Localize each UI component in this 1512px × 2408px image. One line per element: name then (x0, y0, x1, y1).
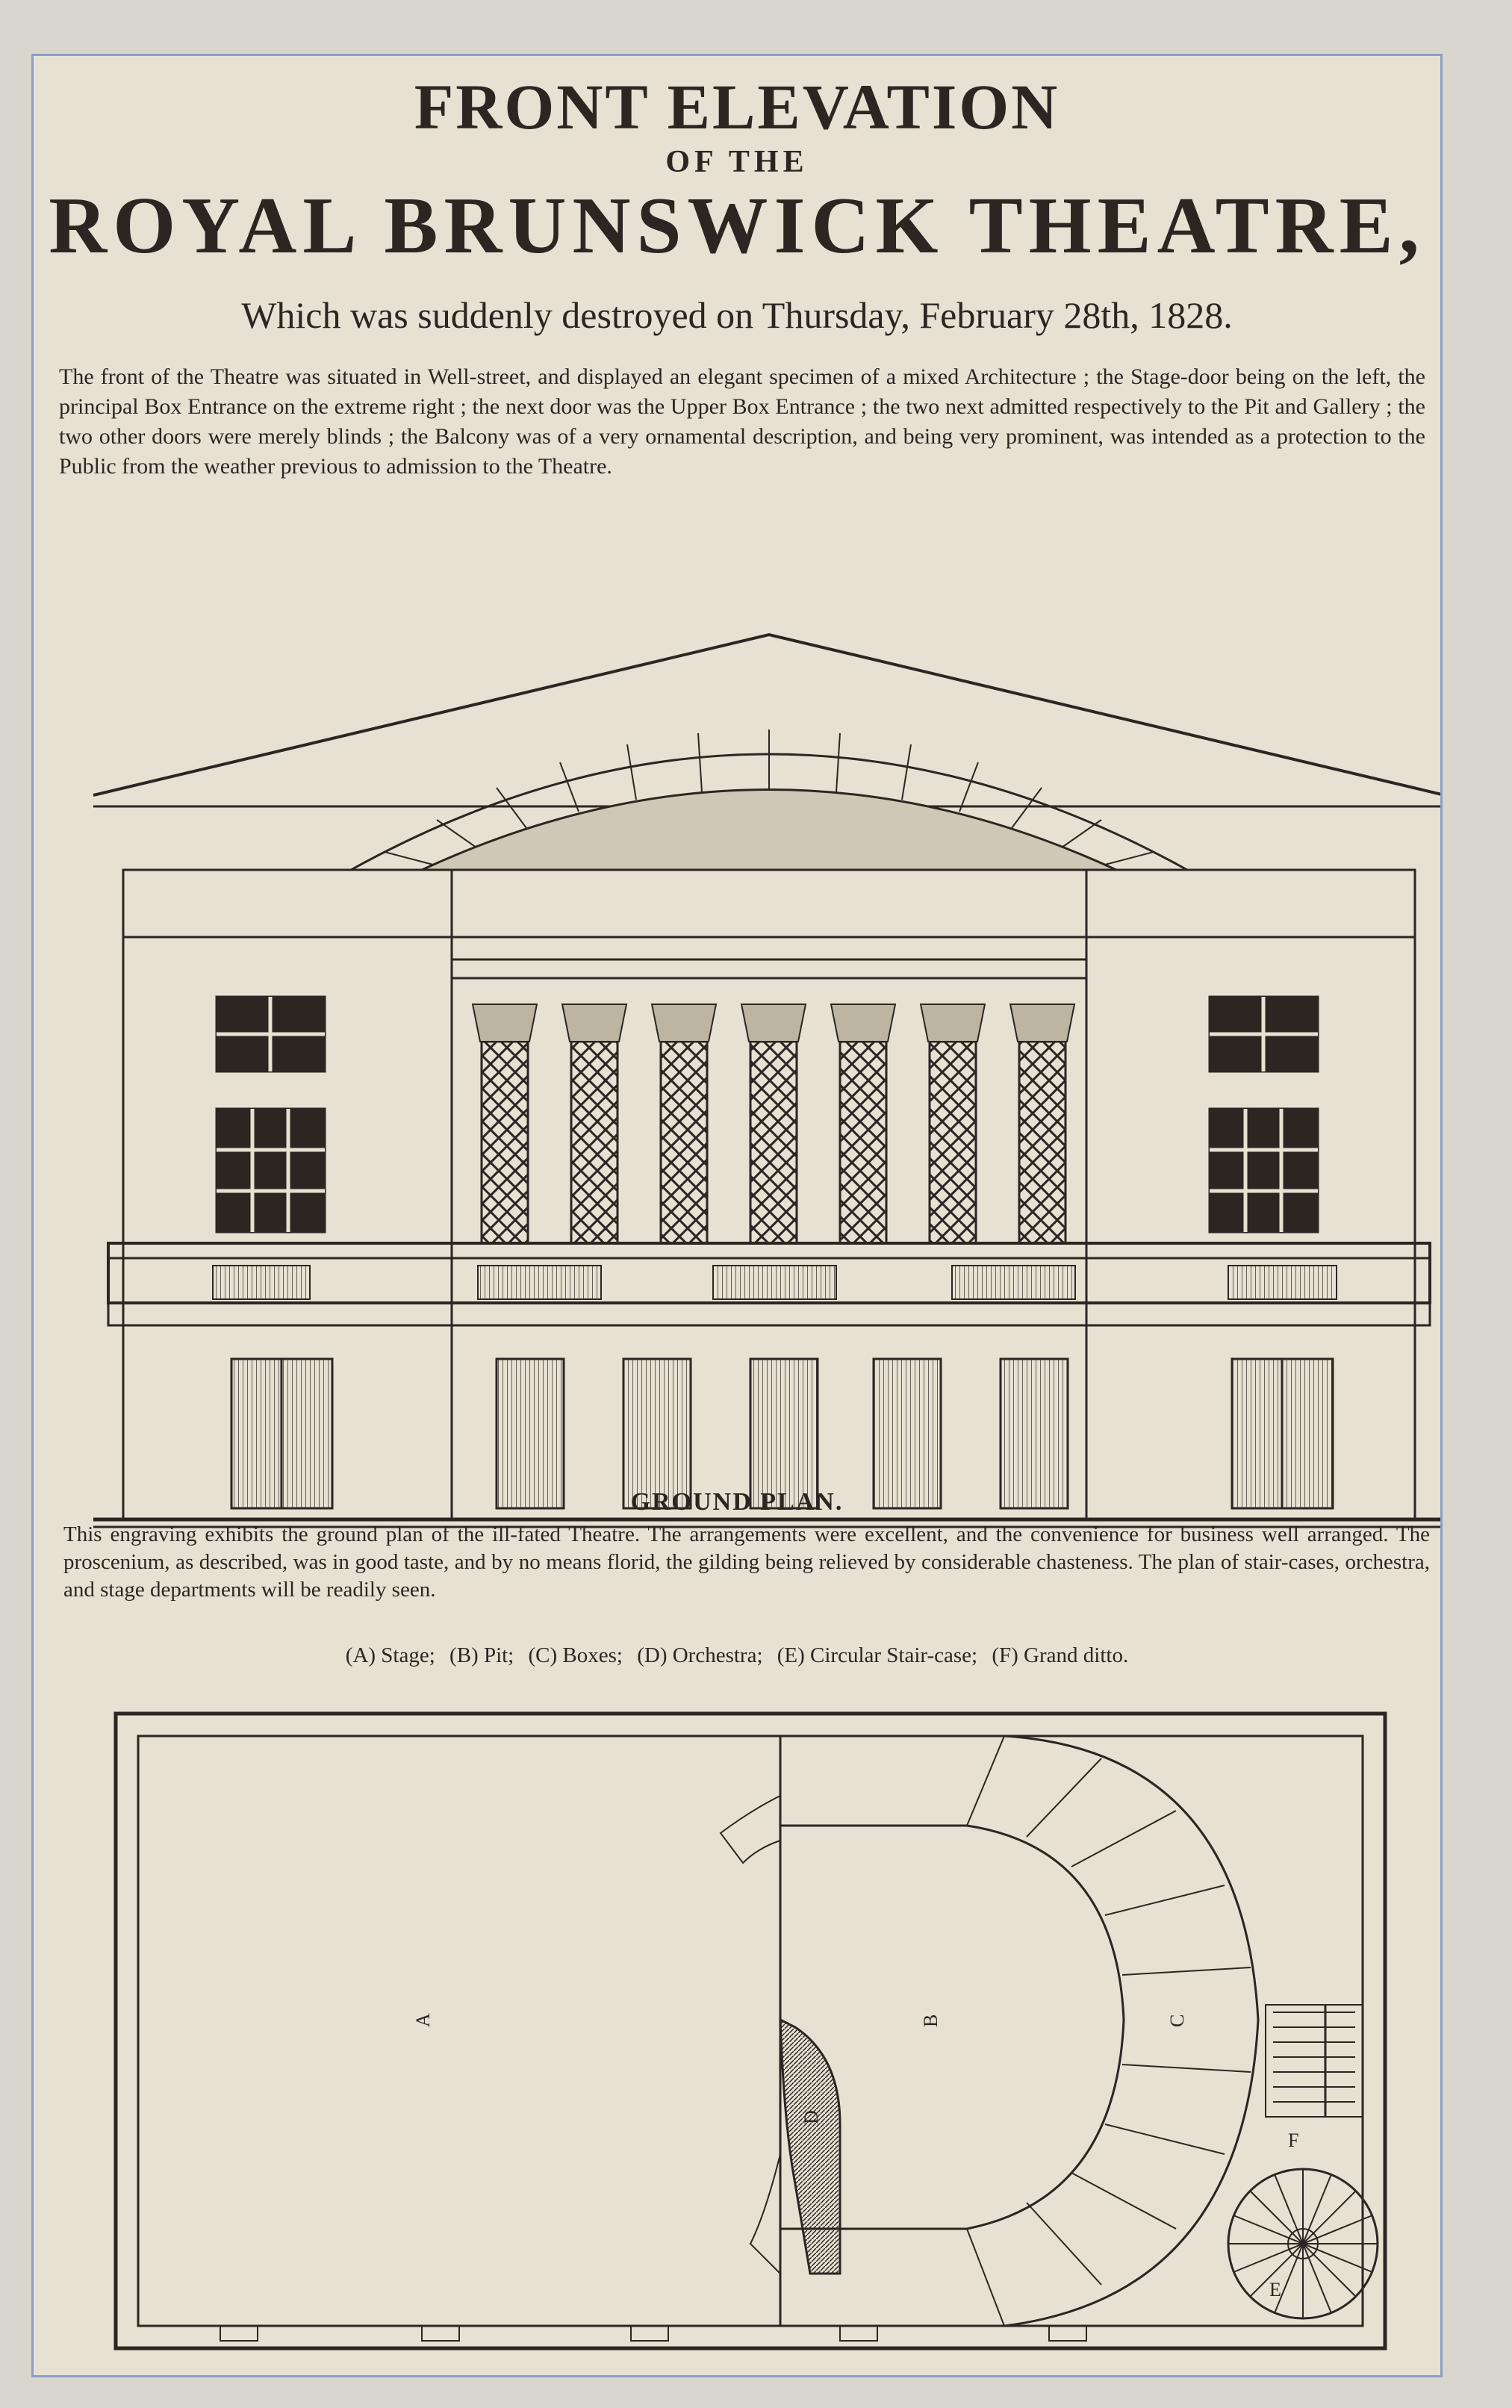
plan-label-grand-staircase: F (1288, 2129, 1299, 2151)
newspaper-page (31, 54, 1443, 2377)
entablature (123, 870, 1415, 937)
plan-label-boxes: C (1166, 2014, 1188, 2027)
legend-orchestra: (D) Orchestra; (637, 1643, 763, 1667)
column-capitals (473, 1004, 1074, 1042)
ground-plan-paragraph: This engraving exhibits the ground plan of the ill-fated Theatre. The arrangements were excellent, and the convenience for business well arranged. The proscenium, as described, was in good taste, and by no means florid, the gilding being relieved by considerable chasteness. The plan of stair-cases, orchestra, and stage departments will be readily seen. (63, 1522, 1430, 1602)
doors (231, 1359, 1333, 1508)
page-title: FRONT ELEVATION (414, 71, 1060, 143)
pediment (93, 635, 1443, 795)
grand-staircase (1266, 2005, 1363, 2117)
colonnade (482, 1042, 1065, 1243)
pit-curve (855, 1826, 1124, 2229)
legend-pit: (B) Pit; (449, 1643, 514, 1667)
orchestra (780, 2020, 840, 2274)
legend-stage: (A) Stage; (345, 1643, 435, 1667)
balustrades (213, 1266, 1337, 1299)
circular-staircase (1228, 2169, 1378, 2318)
intro-paragraph: The front of the Theatre was situated in Well-street, and displayed an elegant specimen of a mixed Architecture ; the Stage-door being on the left, the principal Box Entrance on the extreme right ; the next door was the Upper Box Entrance ; the two next admitted respectively to the Pit and Gallery ; the two other doors were merely blinds ; the Balcony was of a very ornamental description, and being very prominent, was intended as a protection to the Public from the weather previous to admission to the Theatre. (59, 364, 1425, 479)
legend-circular-staircase: (E) Circular Stair-case; (777, 1643, 978, 1667)
plan-label-orchestra: D (800, 2110, 822, 2124)
plan-label-circular-staircase: E (1269, 2279, 1281, 2300)
theatre-name-heading: ROYAL BRUNSWICK THEATRE, (49, 181, 1425, 270)
legend-grand-staircase: (F) Grand ditto. (992, 1643, 1129, 1667)
box-partitions (967, 1736, 1251, 2326)
plan-label-pit: B (920, 2014, 942, 2027)
outer-wall (116, 1714, 1385, 2348)
ground-plan-engraving (108, 1706, 1393, 2356)
ground-plan-heading: GROUND PLAN. (630, 1488, 844, 1516)
subtitle: Which was suddenly destroyed on Thursday, February 28th, 1828. (241, 294, 1233, 336)
legend-boxes: (C) Boxes; (528, 1643, 623, 1667)
front-elevation-engraving (63, 571, 1443, 1534)
title-connector: OF THE (665, 145, 809, 179)
plan-label-stage: A (412, 2013, 434, 2027)
plan-legend (34, 1643, 1440, 1668)
